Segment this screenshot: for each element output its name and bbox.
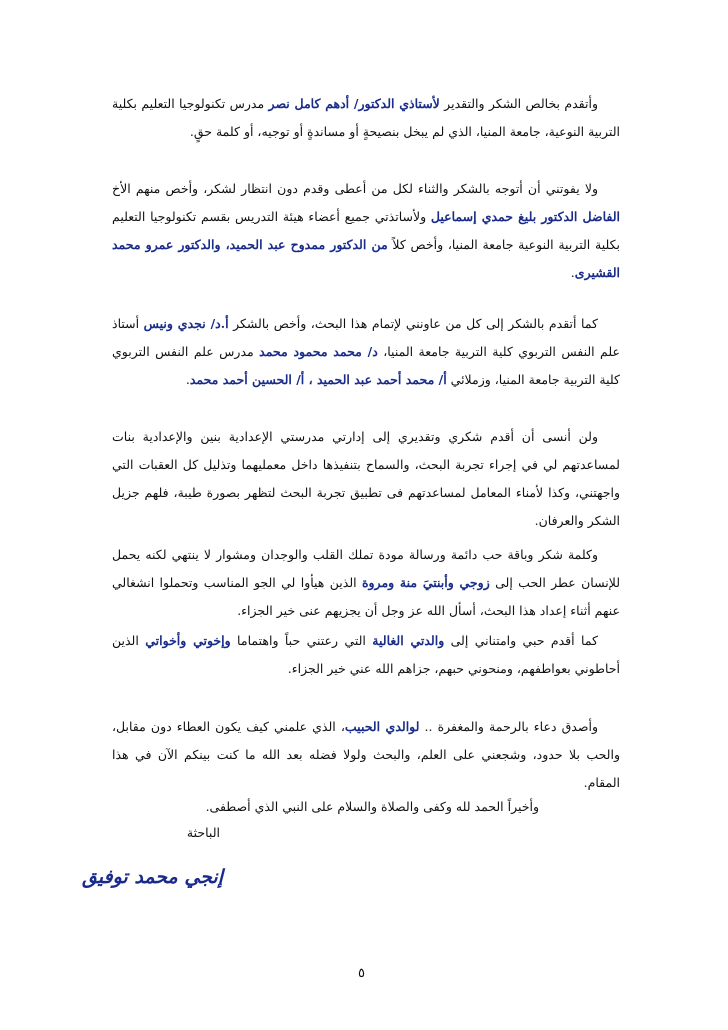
paragraph-text: وأصدق دعاء بالرحمة والمغفرة ..	[419, 719, 598, 734]
paragraph-text: الذين أحاطوني بعواطفهم، ومنحوني حبهم، جزاهم الله عني خير الجزاء.	[112, 633, 620, 676]
paragraph-text: كما أقدم حبي وامتناني إلى	[444, 633, 598, 648]
paragraph-text: وكلمة شكر وباقة حب دائمة ورسالة مودة تملك القلب والوجدان ومشوار لا ينتهي لكنه يحمل للإنسان عطر الحب إلى	[112, 547, 621, 590]
highlighted-name: د/ محمد محمود محمد	[259, 344, 378, 359]
highlighted-name: أ/ محمد أحمد عبد الحميد ، أ/ الحسين أحمد محمد	[189, 372, 447, 387]
highlighted-name: الفاضل الدكتور بليغ حمدي إسماعيل	[430, 209, 620, 224]
closing-line: وأخيراً الحمد لله وكفى والصلاة والسلام على النبي الذي أصطفى.	[205, 799, 539, 814]
paragraph	[112, 423, 620, 535]
paragraph-text: التي رعتني حباً واهتماما	[230, 633, 373, 648]
highlighted-name: أ.د/ نجدي ونيس	[143, 316, 229, 331]
paragraph-text: ، الذي علمني كيف يكون العطاء دون مقابل، والحب بلا حدود، وشجعني على العلم، والبحث ولولا فضله بعد الله ما كنت بينكم الآن في هذا المقام.	[112, 719, 620, 790]
highlighted-name: والدتي الغالية	[372, 633, 445, 648]
highlighted-name: زوجي وأبنتيَ منة ومروة	[361, 575, 490, 590]
researcher-label: الباحثة	[186, 825, 220, 840]
paragraph-text: وأتقدم بخالص الشكر والتقدير	[439, 96, 598, 111]
paragraph	[112, 627, 620, 683]
highlighted-name: لأستاذي الدكتور/ أدهم كامل نصر	[268, 96, 440, 111]
paragraph-text: مدرس تكنولوجيا التعليم بكلية التربية النوعية، جامعة المنيا، الذي لم يبخل بنصيحةٍ أو مساندةٍ أو توجيه، أو كلمة حقٍ.	[112, 96, 620, 139]
paragraph-text: .	[570, 265, 575, 280]
paragraph-text: الذين هيأوا لي الجو المناسب وتحملوا انشغالي عنهم أثناء إعداد هذا البحث، أسأل الله عز وجل أن يجزيهم عنى خير الجزاء.	[112, 575, 620, 618]
paragraph	[112, 713, 620, 797]
highlighted-name: وإخوتي وأخواتي	[145, 633, 231, 648]
paragraph-text: كما أتقدم بالشكر إلى كل من عاونني لإتمام هذا البحث، وأخص بالشكر	[228, 316, 598, 331]
paragraph-text: مدرس علم النفس التربوي كلية التربية جامعة المنيا، وزملائي	[112, 344, 620, 387]
paragraph-text: .	[185, 372, 190, 387]
paragraph	[112, 310, 620, 394]
page-number: ٥	[358, 966, 365, 981]
paragraph	[112, 90, 620, 146]
paragraph	[112, 541, 620, 625]
highlighted-name: لوالدي الحبيب	[344, 719, 420, 734]
paragraph-text: أستاذ علم النفس التربوي كلية التربية جامعة المنيا،	[112, 316, 620, 359]
paragraph-text: ولأساتذتي جميع أعضاء هيئة التدريس بقسم تكنولوجيا التعليم بكلية التربية النوعية جامعة المنيا، وأخص كلاً	[112, 209, 620, 252]
highlighted-name: من الدكتور ممدوح عبد الحميد، والدكتور عمرو محمد القشيرى	[112, 237, 620, 280]
paragraph-text: ولن أنسى أن أقدم شكري وتقديري إلى إدارتي مدرستي الإعدادية بنين والإعدادية بنات لمساعدتهم لي في إجراء تجربة البحث، والسماح بتنفيذها داخل معمليهما وتذليل كل العقبات التي واجهتني، وكذا لأمناء المعامل لمساعدتهم فى تطبيق تجربة البحث لتظهر بصورة طيبة، فلهم جزيل الشكر والعرفان.	[112, 429, 620, 528]
researcher-signature: إنجي محمد توفيق	[81, 866, 223, 888]
paragraph-text: ولا يفوتني أن أتوجه بالشكر والثناء لكل من أعطى وقدم دون انتظار لشكر، وأخص منهم الأخ	[112, 181, 598, 196]
paragraph	[112, 175, 620, 287]
